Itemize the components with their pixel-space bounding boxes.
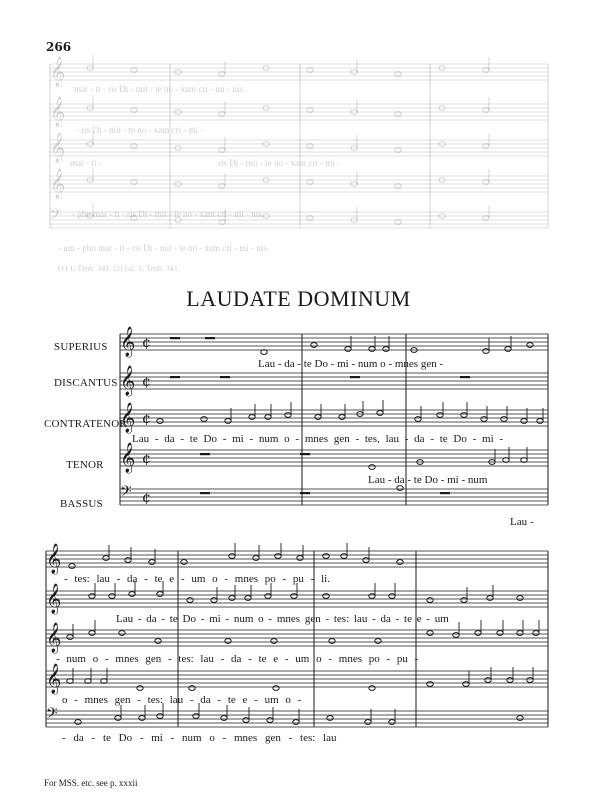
note-head [389, 594, 395, 599]
note-head [363, 558, 369, 563]
staff [120, 450, 548, 466]
prev-lyric-line: ris Di - mit - te no - xam cri - mi - [218, 158, 340, 168]
note-head [129, 592, 135, 597]
note-head [315, 415, 321, 420]
note-head [501, 417, 507, 422]
voice-label-bassus: BASSUS [60, 498, 103, 510]
treble-clef: 𝄞 [50, 57, 66, 87]
note-head [265, 415, 271, 420]
treble-clef: 𝄞 [120, 443, 136, 473]
note-head [221, 716, 227, 721]
note-head [249, 415, 255, 420]
note-head [225, 419, 231, 424]
note-head [521, 419, 527, 424]
voice-label-discantus: DISCANTUS [54, 377, 118, 389]
voice-label-tenor: TENOR [66, 459, 104, 471]
note-head [533, 631, 539, 636]
note-head [517, 596, 523, 601]
rest [300, 453, 310, 455]
lyric-contratenor-system1: Lau - da - te Do - mi - num o - mnes gen - tes, lau - da - te Do - mi - [132, 433, 504, 445]
note-head [463, 682, 469, 687]
note-head [505, 347, 511, 352]
note-head [487, 596, 493, 601]
piece-title: LAUDATE DOMINUM [186, 286, 411, 311]
treble-clef: 𝄞 [46, 623, 62, 653]
staff [120, 489, 548, 505]
note-head [273, 686, 279, 691]
lyric-superius-system2: - tes: lau - da - te e - um o - mnes po - pu - li. [64, 573, 330, 585]
prev-lyric-line: - um - pho mar - ti - ris Di - mit - te no - xam cri - mi - nis. [58, 243, 269, 253]
treble-clef: 𝄞 [46, 544, 62, 574]
note-head [297, 556, 303, 561]
lyric-tenor-system1: Lau - da - te Do - mi - num [368, 474, 488, 486]
note-head [427, 682, 433, 687]
rest [350, 376, 360, 378]
voice-label-contratenor: CONTRATENOR [44, 418, 127, 430]
rest [170, 376, 180, 378]
note-head [377, 411, 383, 416]
note-head [155, 639, 161, 644]
note-head [89, 594, 95, 599]
note-head [311, 343, 317, 348]
time-signature: ¢ [142, 411, 151, 427]
note-head [341, 554, 347, 559]
note-head [329, 639, 335, 644]
note-head [293, 720, 299, 725]
note-head [253, 556, 259, 561]
bass-clef: 𝄢 [120, 483, 132, 504]
rest [170, 337, 180, 339]
note-head [507, 678, 513, 683]
note-head [125, 558, 131, 563]
staff [120, 334, 548, 350]
note-head [139, 716, 145, 721]
note-head [201, 417, 207, 422]
footnote: For MSS. etc. see p. xxxii [44, 778, 138, 788]
note-head [157, 714, 163, 719]
note-head [189, 686, 195, 691]
note-head [271, 639, 277, 644]
note-head [109, 594, 115, 599]
note-head [383, 347, 389, 352]
lyric-discantus-system2: Lau - da - te Do - mi - num o - mnes gen - tes: lau - da - te e - um [116, 613, 449, 625]
note-head [285, 413, 291, 418]
note-head [265, 594, 271, 599]
note-head [345, 347, 351, 352]
note-head [327, 716, 333, 721]
note-head [427, 631, 433, 636]
note-head [181, 560, 187, 565]
bass-clef: 𝄢 [46, 705, 58, 726]
treble-clef: 𝄞 [50, 133, 66, 163]
note-head [461, 413, 467, 418]
note-head [437, 413, 443, 418]
staff [120, 410, 548, 426]
prev-lyric-line: - pho mar - ti - ris Di - mit - te no - xam cri - mi - nis. [72, 209, 264, 219]
note-head [427, 598, 433, 603]
note-head [157, 419, 163, 424]
previous-piece-fragment [0, 0, 597, 280]
time-signature: ¢ [142, 374, 151, 390]
treble-clef: 𝄞 [46, 664, 62, 694]
bass-clef: 𝄢 [50, 206, 62, 227]
note-head [75, 720, 81, 725]
note-head [415, 417, 421, 422]
note-head [137, 686, 143, 691]
rest [440, 492, 450, 494]
treble-clef: 𝄞 [120, 327, 136, 357]
lyric-contratenor-system2: - num o - mnes gen - tes: lau - da - te e - um o - mnes po - pu - [56, 653, 419, 665]
page-number: 266 [46, 40, 72, 54]
note-head [481, 417, 487, 422]
rest [200, 453, 210, 455]
lyric-bassus-system2: - da - te Do - mi - num o - mnes gen - tes: lau [62, 732, 337, 744]
note-head [115, 716, 121, 721]
note-head [291, 594, 297, 599]
prev-lyric-line: mar - ti - [70, 158, 102, 168]
staff [46, 671, 548, 687]
staff [120, 373, 548, 389]
note-head [375, 639, 381, 644]
note-head [187, 598, 193, 603]
note-head [323, 594, 329, 599]
note-head [149, 560, 155, 565]
note-head [229, 596, 235, 601]
note-head [339, 415, 345, 420]
time-signature: ¢ [142, 451, 151, 467]
time-signature: ¢ [142, 490, 151, 506]
note-head [275, 554, 281, 559]
note-head [517, 631, 523, 636]
lyric-tenor-system2: o - mnes gen - tes: lau - da - te e - um o - [62, 694, 302, 706]
note-head [323, 554, 329, 559]
note-head [69, 564, 75, 569]
treble-clef: 𝄞 [50, 97, 66, 127]
note-head [369, 347, 375, 352]
note-head [483, 349, 489, 354]
note-head [365, 720, 371, 725]
note-head [67, 635, 73, 640]
treble-clef: 𝄞 [120, 403, 136, 433]
rest [460, 376, 470, 378]
note-head [193, 714, 199, 719]
time-signature: ¢ [142, 335, 151, 351]
note-head [475, 631, 481, 636]
note-head [103, 556, 109, 561]
rest [205, 337, 215, 339]
note-head [229, 554, 235, 559]
note-head [461, 598, 467, 603]
note-head [245, 596, 251, 601]
note-head [389, 720, 395, 725]
note-head [369, 594, 375, 599]
note-head [397, 486, 403, 491]
staff [46, 630, 548, 646]
prev-footnotes: (1) 1; Tenb. 341. (2) cal. 1; Tenb. 341. [58, 264, 180, 273]
note-head [485, 678, 491, 683]
note-head [453, 633, 459, 638]
note-head [267, 718, 273, 723]
note-head [527, 343, 533, 348]
prev-lyric-line: mar - ti - ris Di - mit - te no - xam cri - mi - nis. [74, 84, 245, 94]
prev-lyric-line: - ris Di - mit - te no - xam cri - mi - [76, 125, 204, 135]
note-head [119, 631, 125, 636]
lyric-bassus-system1: Lau - [510, 516, 534, 528]
note-head [157, 592, 163, 597]
rest [300, 492, 310, 494]
note-head [397, 560, 403, 565]
lyric-superius-system1: Lau - da - te Do - mi - num o - mnes gen - [258, 358, 444, 370]
note-head [243, 718, 249, 723]
note-head [517, 716, 523, 721]
note-head [211, 598, 217, 603]
note-head [369, 465, 375, 470]
note-head [369, 686, 375, 691]
treble-clef: 𝄞 [120, 366, 136, 396]
treble-clef: 𝄞 [50, 169, 66, 199]
rest [200, 492, 210, 494]
note-head [527, 678, 533, 683]
note-head [89, 631, 95, 636]
rest [220, 376, 230, 378]
note-head [497, 631, 503, 636]
note-head [537, 419, 543, 424]
note-head [225, 639, 231, 644]
voice-label-superius: SUPERIUS [54, 341, 108, 353]
treble-clef: 𝄞 [46, 584, 62, 614]
